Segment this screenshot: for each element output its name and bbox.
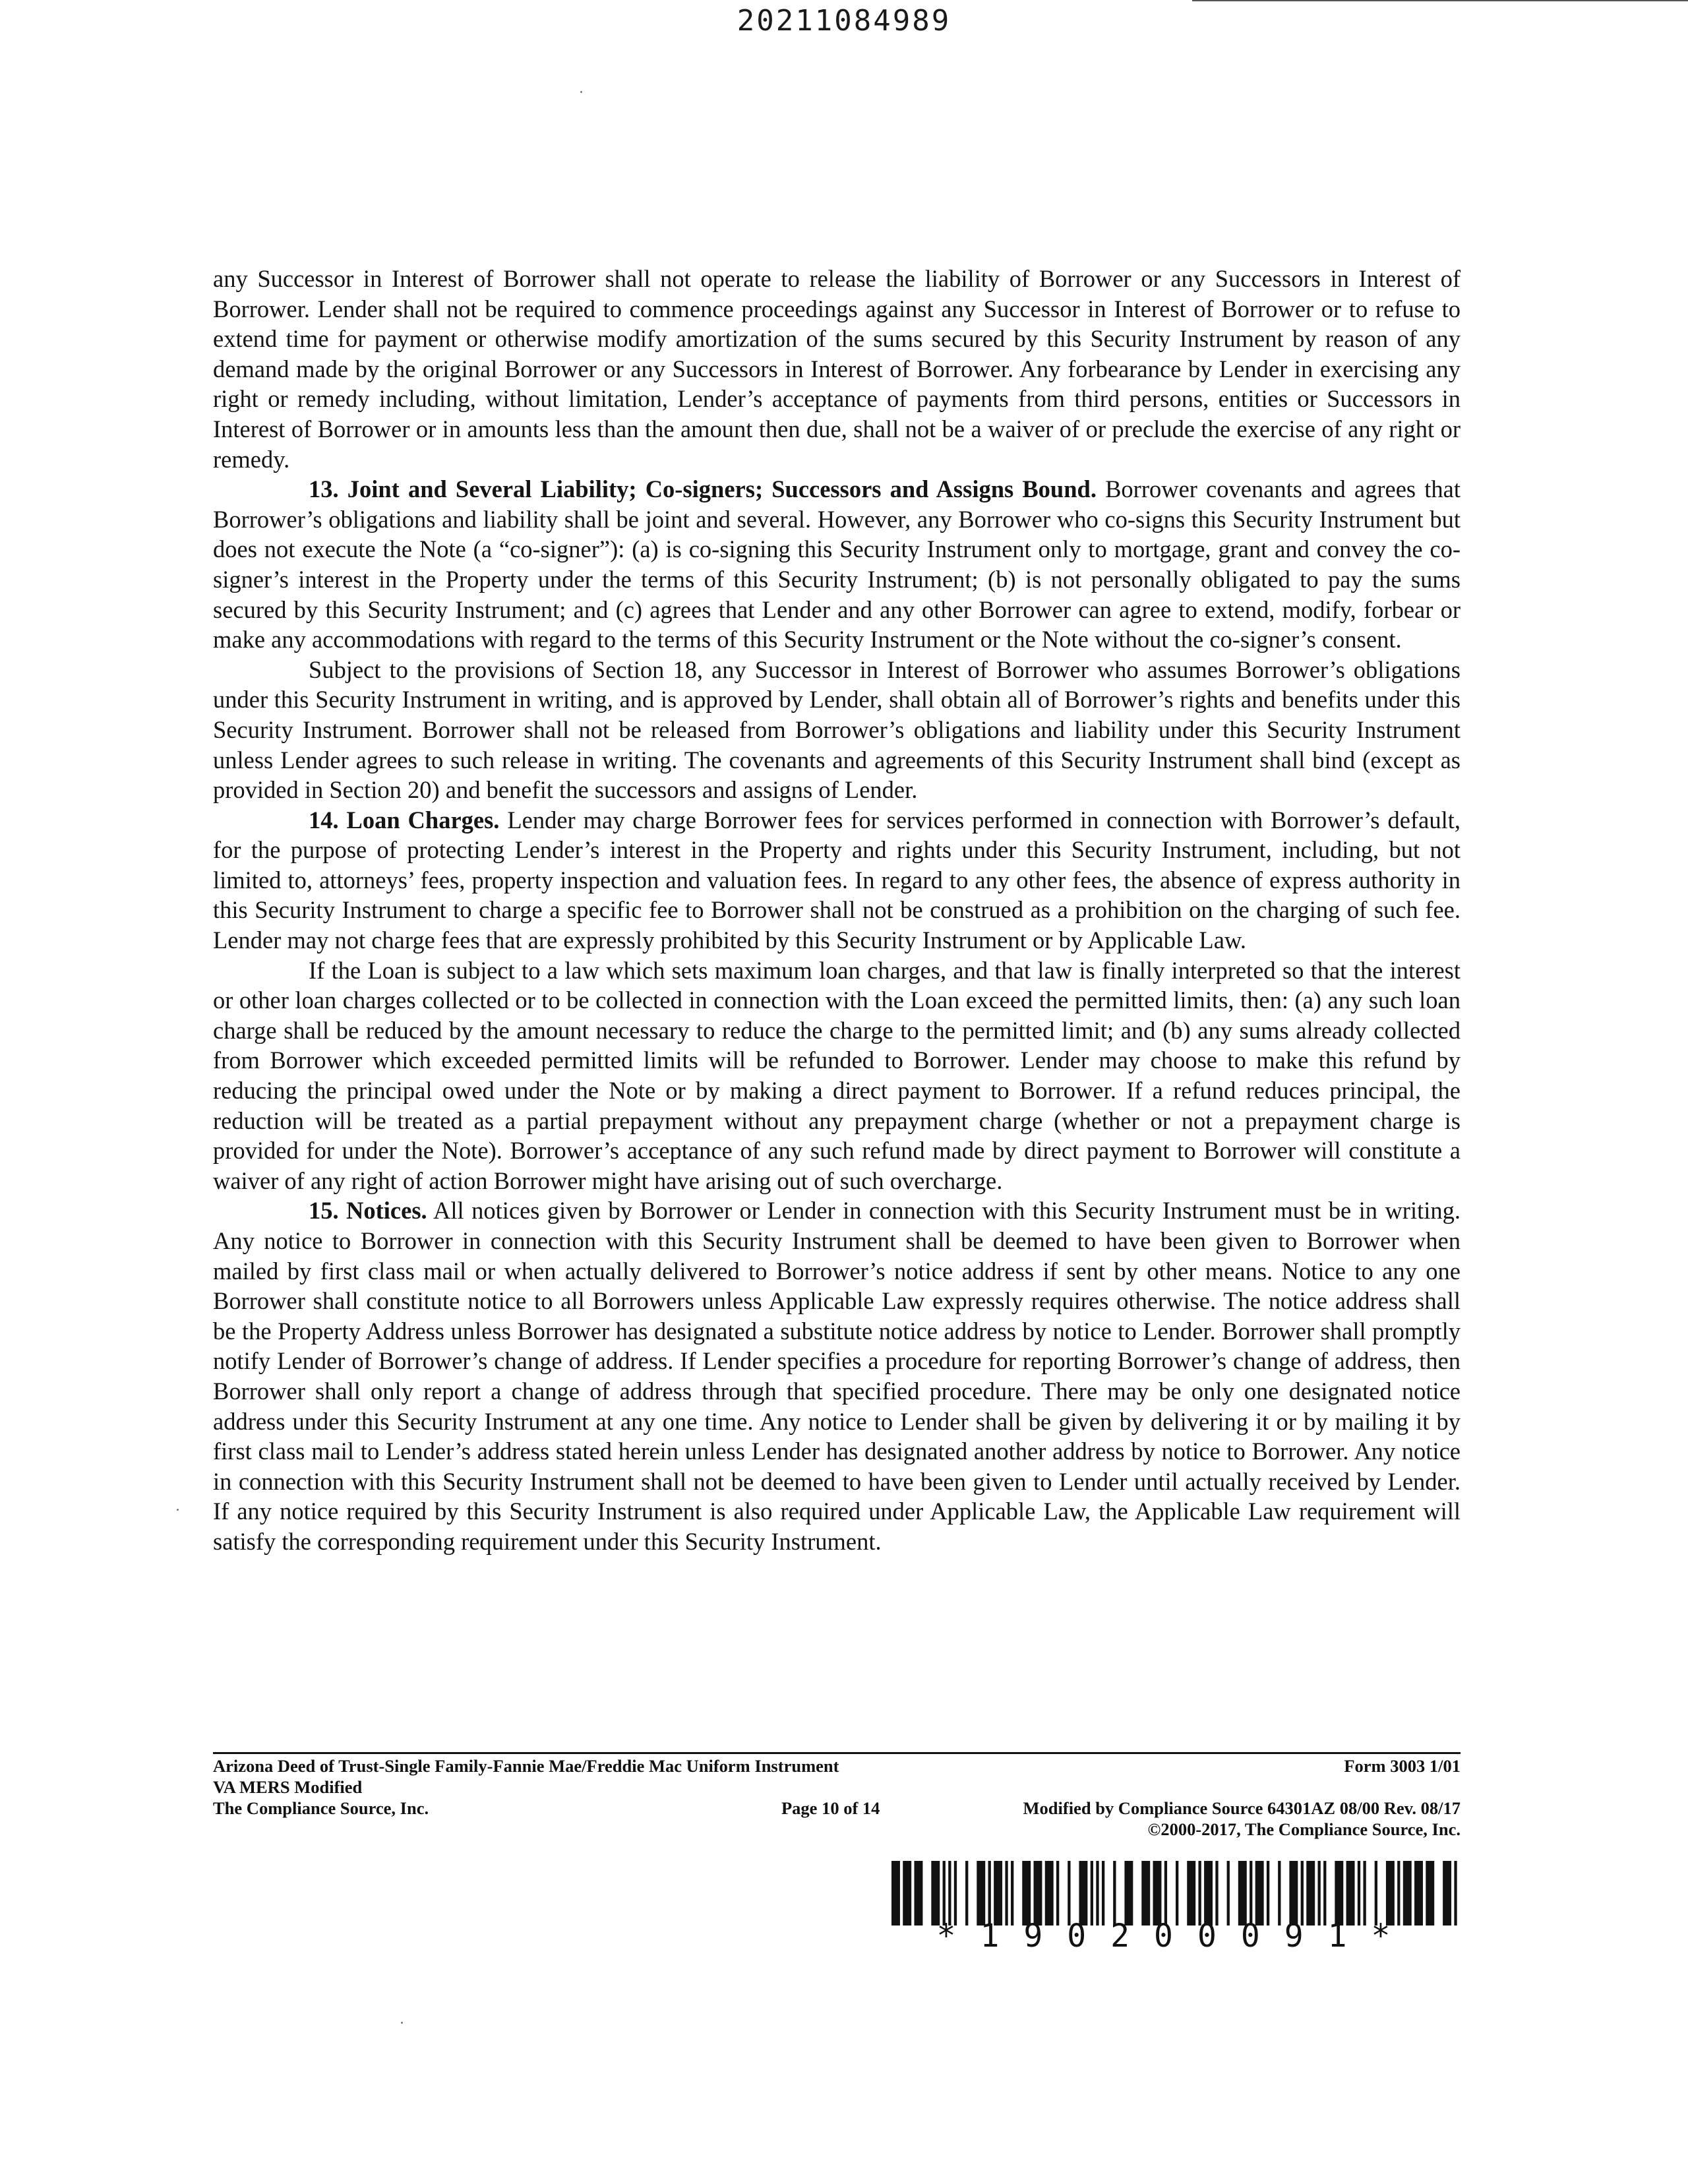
barcode-bar [1414,1861,1423,1926]
form-footer [213,1755,1461,1840]
section-heading: 15. Notices. [309,1197,427,1225]
paragraph-text: Lender may charge Borrower fees for services performed in connection with Borrower’s default, for the purpose of protecting Lender’s interest in the Property and rights under this Security Instrument, including, but not limited to, attorneys’ fees, property inspection and valuation fees. In regard to any other fees, the absence of express authority in this Security Instrument to charge a specific fee to Borrower shall not be construed as a prohibition on the charging of such fee. Lender may not charge fees that are expressly prohibited by this Security Instrument or by Applicable Law. [213,806,1461,954]
paragraph-text: any Successor in Interest of Borrower shall not operate to release the liability of Borrower or any Successors in Interest of Borrower. Lender shall not be required to commence proceedings against any Successor in Interest of Borrower or to refuse to extend time for payment or otherwise modify amortization of the sums secured by this Security Instrument by reason of any demand made by the original Borrower or any Successors in Interest of Borrower. Any forbearance by Lender in exercising any right or remedy including, without limitation, Lender’s acceptance of payments from third persons, entities or Successors in Interest of Borrower or in amounts less than the amount then due, shall not be a waiver of or preclude the exercise of any right or remedy. [213,265,1461,473]
paragraph-text: Borrower covenants and agrees that Borrower’s obligations and liability shall be joint and several. However, any Borrower who co-signs this Security Instrument but does not execute the Note (a “co-signer”): (a) is co-signing this Security Instrument only to mortgage, grant and convey the co-signer’s interest in the Property under the terms of this Security Instrument; (b) is not personally obligated to pay the sums secured by this Security Instrument; and (c) agrees that Lender and any other Borrower can agree to extend, modify, forbear or make any accommodations with regard to the terms of this Security Instrument or the Note without the co-signer’s consent. [213,475,1461,653]
barcode-bar [1301,1861,1304,1926]
barcode [891,1861,1460,1926]
barcode-bar [1454,1861,1457,1926]
barcode-bar [1289,1861,1298,1926]
barcode-bar [1124,1861,1133,1926]
barcode-bar [931,1861,940,1926]
paragraph [213,1196,1461,1556]
form-title: Arizona Deed of Trust-Single Family-Fannie Mae/Freddie Mac Uniform Instrument [213,1756,839,1776]
paragraph [213,805,1461,956]
barcode-bar [988,1861,991,1926]
barcode-bar [1397,1861,1400,1926]
barcode-bar [1278,1861,1281,1926]
scan-speck [580,91,582,93]
barcode-bar [1153,1861,1162,1926]
barcode-bar [1068,1861,1070,1926]
paragraph-text: All notices given by Borrower or Lender in connection with this Security Instrument must be in writing. Any notice to Borrower in connection with this Security Instrument shall be deemed to have been given to Borrower when mailed by first class mail or when actually delivered to Borrower’s notice address if sent by other means. Notice to any one Borrower shall constitute notice to all Borrowers unless Applicable Law expressly requires otherwise. The notice address shall be the Property Address unless Borrower has designated a substitute notice address by notice to Lender. Borrower shall promptly notify Lender of Borrower’s change of address. If Lender specifies a procedure for reporting Borrower’s change of address, then Borrower shall only report a change of address through that specified procedure. There may be only one designated notice address under this Security Instrument at any one time. Any notice to Lender shall be given by delivering it or by mailing it by first class mail to Lender’s address stated herein unless Lender has designated another address by notice to Borrower. Any notice in connection with this Security Instrument shall not be deemed to have been given to Lender until actually received by Lender. If any notice required by this Security Instrument is also required under Applicable Law, the Applicable Law requirement will satisfy the corresponding requirement under this Security Instrument. [213,1197,1461,1555]
document-body [213,264,1461,1557]
barcode-bar [891,1861,900,1926]
barcode-bar [1363,1861,1366,1926]
barcode-bar [954,1861,957,1926]
barcode-bar [1005,1861,1008,1926]
barcode-bar [1079,1861,1087,1926]
barcode-bar [1045,1861,1054,1926]
paragraph [213,956,1461,1196]
barcode-bar [1358,1861,1360,1926]
barcode-text: *190200091* [936,1918,1415,1955]
paragraph [213,474,1461,655]
barcode-bar [1238,1861,1247,1926]
barcode-bar [1102,1861,1104,1926]
barcode-bar [1091,1861,1093,1926]
paragraph-text: Subject to the provisions of Section 18, any Successor in Interest of Borrower who assumes Borrower’s obligations under this Security Instrument in writing, and is approved by Lender, shall obtain all of Borrower’s rights and benefits under this Security Instrument. Borrower shall not be released from Borrower’s obligations and liability under this Security Instrument unless Lender agrees to such release in writing. The covenants and agreements of this Security Instrument shall bind (except as provided in Section 20) and benefit the successors and assigns of Lender. [213,655,1461,804]
section-heading: 13. Joint and Several Liability; Co-signers; Successors and Assigns Bound. [309,475,1097,503]
scan-speck [177,1509,179,1511]
barcode-bar [1306,1861,1315,1926]
barcode-bar [1113,1861,1116,1926]
barcode-bar [1164,1861,1167,1926]
form-variant: VA MERS Modified [213,1777,363,1797]
barcode-bar [1022,1861,1031,1926]
barcode-bar [1187,1861,1195,1926]
barcode-bar [1176,1861,1178,1926]
barcode-bar [1346,1861,1355,1926]
barcode-bar [1318,1861,1321,1926]
barcode-bar [1198,1861,1201,1926]
barcode-bar [1056,1861,1059,1926]
barcode-bar [977,1861,985,1926]
barcode-bar [903,1861,911,1926]
barcode-bar [1011,1861,1013,1926]
barcode-bar [1323,1861,1326,1926]
footer-rule [213,1752,1461,1754]
barcode-bar [943,1861,946,1926]
barcode-bar [1227,1861,1230,1926]
paragraph [213,264,1461,474]
modified-note: Modified by Compliance Source 64301AZ 08/00 Rev. 08/17 [1023,1798,1461,1818]
barcode-bar [1386,1861,1395,1926]
page-number: Page 10 of 14 [781,1798,880,1818]
barcode-bar [1335,1861,1343,1926]
barcode-bar [1267,1861,1269,1926]
scan-speck [401,2022,403,2024]
barcode-bar [1096,1861,1099,1926]
barcode-bar [1204,1861,1213,1926]
barcode-bar [1250,1861,1252,1926]
barcode-bar [965,1861,968,1926]
barcode-bar [1141,1861,1150,1926]
barcode-bar [914,1861,922,1926]
barcode-bar [1403,1861,1412,1926]
barcode-bar [994,1861,1002,1926]
barcode-bar [948,1861,951,1926]
paragraph-text: If the Loan is subject to a law which sets maximum loan charges, and that law is finally interpreted so that the interest or other loan charges collected or to be collected in connection with the Loan exceed the permitted limits, then: (a) any such loan charge shall be reduced by the amount necessary to reduce the charge to the permitted limit; and (b) any sums already collected from Borrower which exceeded permitted limits will be refunded to Borrower. Lender may choose to make this refund by reducing the principal owed under the Note or by making a direct payment to Borrower. If a refund reduces principal, the reduction will be treated as a partial prepayment without any prepayment charge (whether or not a prepayment charge is provided for under the Note). Borrower’s acceptance of any such refund made by direct payment to Borrower will constitute a waiver of any right of action Borrower might have arising out of such overcharge. [213,956,1461,1194]
copyright-note: ©2000-2017, The Compliance Source, Inc. [1147,1819,1461,1839]
scan-edge-line [1192,0,1688,1]
barcode-bar [1443,1861,1451,1926]
form-company: The Compliance Source, Inc. [213,1798,429,1818]
barcode-bar [1375,1861,1377,1926]
barcode-bar [1215,1861,1218,1926]
paragraph [213,655,1461,805]
barcode-bar [1034,1861,1042,1926]
recording-number: 20211084989 [737,4,951,38]
barcode-bar [1255,1861,1264,1926]
section-heading: 14. Loan Charges. [309,806,500,834]
form-number: Form 3003 1/01 [1344,1756,1461,1776]
barcode-bar [1426,1861,1434,1926]
